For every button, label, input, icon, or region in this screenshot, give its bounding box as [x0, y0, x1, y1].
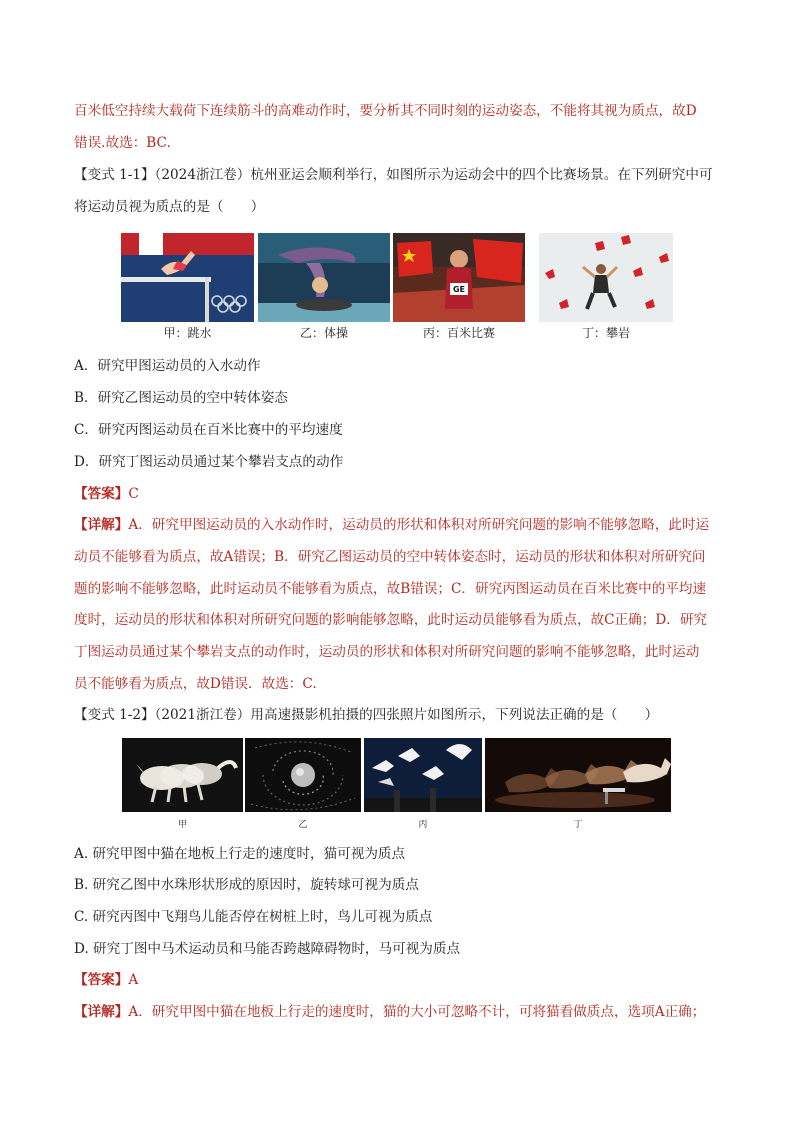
q1-option-a: A．研究甲图运动员的入水动作 [74, 358, 261, 374]
caption-rock-climbing: 丁：攀岩 [581, 326, 630, 340]
q2-header-line-1: 【变式 1-2】（2021浙江卷）用高速摄影机拍摄的四张照片如图所示，下列说法正确的是（ ） [74, 707, 659, 723]
q1-explain-line-3: 题的影响不能够忽略，此时运动员不能够看为质点，故B错误；C．研究丙图运动员在百米比赛中的平均速 [74, 581, 707, 597]
q1-explain-line-1 [74, 516, 709, 534]
caption-ball: 乙 [298, 820, 308, 830]
intro-line-2: 错误.故选：BC. [74, 135, 171, 151]
q2-option-b: B. 研究乙图中水珠形状形成的原因时，旋转球可视为质点 [74, 877, 419, 893]
q1-explain-label: 【详解】 [74, 517, 129, 533]
photo-spinning-ball [245, 738, 361, 812]
q2-answer [74, 971, 138, 989]
q2-explain-label: 【详解】 [74, 1004, 129, 1020]
q1-answer-value: C [128, 486, 139, 502]
q1-explain-line-2: 动员不能够看为质点，故A错误；B．研究乙图运动员的空中转体姿态时，运动员的形状和体积对所研究问 [74, 549, 706, 565]
q2-explain-line-1 [74, 1003, 705, 1021]
caption-cat: 甲 [177, 820, 187, 830]
photo-gymnastics [258, 233, 390, 322]
q2-explain-text-1: A．研究甲图中猫在地板上行走的速度时，猫的大小可忽略不计，可将猫看做质点，选项A正确； [128, 1004, 706, 1020]
q1-header-line-1: 【变式 1-1】（2024浙江卷）杭州亚运会顺利举行，如图所示为运动会中的四个比赛场景。在下列研究中可 [74, 167, 713, 183]
q1-explain-line-5: 丁图运动员通过某个攀岩支点的动作时，运动员的形状和体积对所研究问题的影响不能够忽略，此时运动 [74, 644, 700, 660]
q1-answer [74, 485, 139, 503]
q1-option-b: B．研究乙图运动员的空中转体姿态 [74, 390, 288, 406]
q2-answer-value: A [128, 972, 139, 988]
photo-birds-landing [364, 738, 482, 812]
photo-100m-race [393, 233, 525, 322]
runner-bib-label: GE [452, 285, 466, 294]
photo-rock-climbing [539, 233, 673, 322]
intro-line-1: 百米低空持续大载荷下连续筋斗的高难动作时，要分析其不同时刻的运动姿态，不能将其视为质点，故D [74, 103, 697, 119]
caption-horse: 丁 [573, 820, 583, 830]
caption-diving: 甲：跳水 [163, 326, 212, 340]
photo-cat-strobe [122, 738, 243, 812]
q1-explain-text-1: A．研究甲图运动员的入水动作时，运动员的形状和体积对所研究问题的影响不能够忽略，此时运 [128, 517, 710, 533]
caption-100m-race: 丙：百米比赛 [422, 326, 495, 340]
q1-explain-line-4: 度时，运动员的形状和体积对所研究问题的影响能够忽略，此时运动员能够看为质点，故C正确；D．研究 [74, 612, 708, 628]
q1-header-line-2: 将运动员视为质点的是（ ） [74, 199, 265, 215]
q2-option-a: A. 研究甲图中猫在地板上行走的速度时，猫可视为质点 [74, 846, 406, 862]
q1-answer-label: 【答案】 [74, 486, 129, 502]
photo-diving [121, 233, 254, 322]
q1-explain-line-6: 员不能够看为质点，故D错误．故选：C. [74, 676, 317, 692]
photo-horse-jump [485, 738, 671, 812]
caption-birds: 丙 [418, 820, 428, 830]
q1-option-d: D．研究丁图运动员通过某个攀岩支点的动作 [74, 454, 344, 470]
q2-answer-label: 【答案】 [74, 972, 129, 988]
q2-option-d: D. 研究丁图中马术运动员和马能否跨越障碍物时，马可视为质点 [74, 941, 461, 957]
caption-gymnastics: 乙：体操 [299, 326, 348, 340]
q1-option-c: C．研究丙图运动员在百米比赛中的平均速度 [74, 422, 343, 438]
q2-option-c: C. 研究丙图中飞翔鸟儿能否停在树桩上时，鸟儿可视为质点 [74, 909, 433, 925]
